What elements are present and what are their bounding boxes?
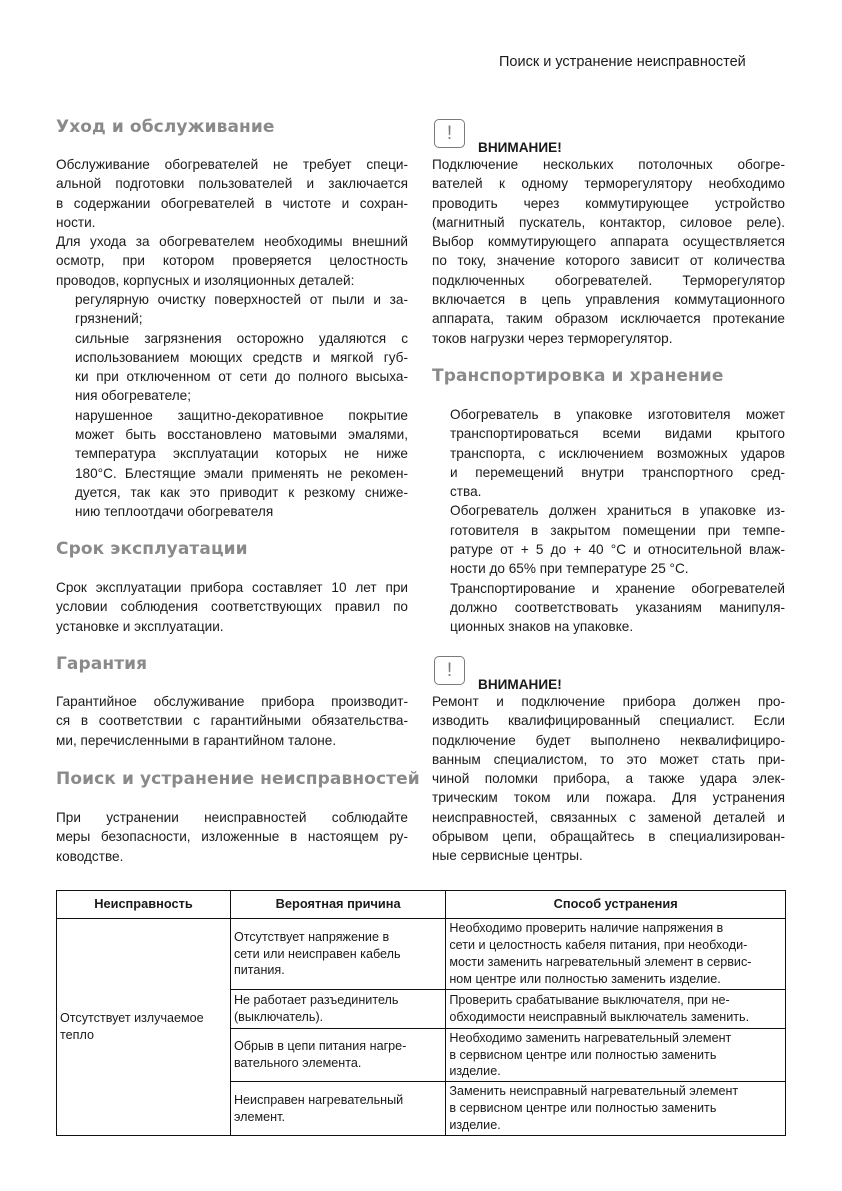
text-line: условии соблюдения соответствующих правил по xyxy=(56,599,408,615)
text-line: сильные загрязнения осторожно удаляются с xyxy=(75,330,408,346)
exclamation-box-icon: ! xyxy=(434,656,465,685)
text-line: проводов, корпусных и изоляционных деталей: xyxy=(56,272,355,288)
cell-text: Обрыв в цепи питания нагре- xyxy=(233,1039,407,1054)
transport-paragraph xyxy=(450,405,785,501)
text-line: установке и эксплуатации. xyxy=(56,618,224,634)
text-line: проводить через коммутирующее устройство xyxy=(432,195,785,211)
table-row xyxy=(57,919,786,990)
warning-2-paragraph xyxy=(432,692,785,866)
care-list xyxy=(75,290,408,522)
warranty-paragraph xyxy=(56,692,408,750)
cell-text: Отсутствует напряжение в xyxy=(233,929,390,944)
cell-text: сети и целостность кабеля питания, при необходи- xyxy=(449,938,748,953)
remedy-cell xyxy=(446,1082,786,1136)
cell-text: ном центре или полностью заменить изделие. xyxy=(449,971,721,986)
cell-text: сети или неисправен кабель xyxy=(233,946,401,961)
text-line: транспорта, с исключением возможных ударов xyxy=(450,445,785,461)
transport-paragraphs xyxy=(450,405,785,637)
text-line: подключение будет выполнено неквалифициро- xyxy=(432,732,785,748)
text-line: трическим током или пожара. Для устранения xyxy=(432,790,785,806)
cell-text: в сервисном центре или полностью заменить xyxy=(449,1047,717,1062)
remedy-cell xyxy=(446,919,786,990)
remedy-cell xyxy=(446,1029,786,1082)
care-intro-paragraph xyxy=(56,155,408,290)
cell-text: Проверить срабатывание выключателя, при не- xyxy=(449,993,730,1008)
cell-text: изделие. xyxy=(449,1117,501,1132)
section-title-warranty: Гарантия xyxy=(56,654,148,674)
text-line: Транспортирование и хранение обогревателей xyxy=(450,580,785,596)
text-line: меры безопасности, изложенные в настоящем ру- xyxy=(56,829,408,845)
list-item xyxy=(75,290,408,329)
text-line: неисправностей, связанных с заменой деталей и xyxy=(432,809,785,825)
cell-text: питания. xyxy=(233,963,285,978)
text-line: При устранении неисправностей соблюдайте xyxy=(56,810,408,825)
text-line: дуется, так как это приводит к резкому сниже- xyxy=(75,484,408,500)
text-line: Обогреватель в упаковке изготовителя может xyxy=(450,407,785,422)
warning-title: ВНИМАНИЕ! xyxy=(478,677,562,692)
column-header-fault: Неисправность xyxy=(57,891,231,919)
text-line: Обогреватель должен храниться в упаковке из- xyxy=(450,503,785,519)
cell-text: тепло xyxy=(60,1028,94,1042)
text-line: нию теплоотдачи обогревателя xyxy=(75,504,274,520)
section-title-troubleshooting: Поиск и устранение неисправностей xyxy=(56,769,420,789)
text-line: транспортироваться всеми видами крытого xyxy=(450,426,785,442)
text-line: по току, значение которого зависит от количества xyxy=(432,253,785,269)
text-line: включается в цепь управления коммутационного xyxy=(432,292,785,308)
text-line: ся в соответствии с гарантийными обязательства- xyxy=(56,713,408,729)
text-line: (магнитный пускатель, контактор, силовое реле). xyxy=(432,214,785,230)
cell-text: Неисправен нагревательный xyxy=(233,1092,404,1107)
text-line: ванным специалистом, то это может стать при- xyxy=(432,751,785,767)
text-line: и перемещений внутри транспортного сред- xyxy=(450,464,785,480)
cell-text: изделие. xyxy=(449,1064,501,1079)
service-life-paragraph xyxy=(56,578,408,636)
text-line: Ремонт и подключение прибора должен про- xyxy=(432,694,785,709)
section-title-care: Уход и обслуживание xyxy=(56,117,275,137)
cell-text: мости заменить нагревательный элемент в сервис- xyxy=(449,955,752,969)
text-line: Срок эксплуатации прибора составляет 10 лет при xyxy=(56,580,408,595)
cell-text: Необходимо заменить нагревательный элемент xyxy=(449,1030,732,1045)
handling-paragraph xyxy=(450,579,785,637)
text-line: ства. xyxy=(450,484,482,500)
text-line: ратуре от + 5 до + 40 °С и относительной влаж- xyxy=(450,542,785,558)
text-line: должно соответствовать указаниям манипуля- xyxy=(450,599,785,615)
exclamation-box-icon: ! xyxy=(434,119,465,148)
troubleshooting-table xyxy=(56,890,786,1136)
cell-text: Заменить неисправный нагревательный элемент xyxy=(449,1084,739,1099)
cause-cell xyxy=(230,1029,445,1082)
section-title-service-life: Срок эксплуатации xyxy=(56,539,248,559)
text-line: Гарантийное обслуживание прибора производит- xyxy=(56,694,408,709)
cause-cell xyxy=(230,990,445,1029)
cell-text: в сервисном центре или полностью заменить xyxy=(449,1101,717,1116)
text-line: ности. xyxy=(56,214,96,230)
text-line: ки при отключенном от сети до полного высыха- xyxy=(75,369,408,385)
cell-text: обходимости неисправный выключатель заменить. xyxy=(449,1010,750,1024)
cell-text: элемент. xyxy=(233,1109,285,1124)
text-line: Для ухода за обогревателем необходимы внешний xyxy=(56,234,408,250)
text-line: изводить квалифицированный специалист. Если xyxy=(432,713,785,729)
section-title-transport: Транспортировка и хранение xyxy=(432,366,724,386)
text-line: аппарата, таким образом исключается протекание xyxy=(432,311,785,327)
text-line: готовителя в закрытом помещении при темпе- xyxy=(450,522,785,538)
column-header-cause: Вероятная причина xyxy=(230,891,445,919)
table-header-row xyxy=(57,891,786,919)
text-line: ционных знаков на упаковке. xyxy=(450,619,634,635)
cause-cell xyxy=(230,1082,445,1136)
text-line: вателей к одному терморегулятору необходимо xyxy=(432,176,785,192)
text-line: ные сервисные центры. xyxy=(432,848,583,864)
text-line: ми, перечисленными в гарантийном талоне. xyxy=(56,732,337,748)
text-line: подключенных обогревателей. Терморегулятор xyxy=(432,272,785,288)
troubleshooting-paragraph xyxy=(56,808,408,866)
cause-cell xyxy=(230,919,445,990)
fault-cell xyxy=(57,919,231,1136)
text-line: альной подготовки пользователей и заключается xyxy=(56,176,408,192)
running-header: Поиск и устранение неисправностей xyxy=(499,54,746,70)
warning-title: ВНИМАНИЕ! xyxy=(478,140,562,155)
cell-text: Необходимо проверить наличие напряжения в xyxy=(449,921,724,936)
list-item xyxy=(75,406,408,522)
cell-text: вательного элемента. xyxy=(233,1056,362,1070)
text-line: 180°С. Блестящие эмали применять не рекомен- xyxy=(75,465,408,481)
text-line: может быть восстановлено матовыми эмалями, xyxy=(75,427,408,443)
text-line: регулярную очистку поверхностей от пыли и за- xyxy=(75,292,408,307)
text-line: использованием моющих средств и мягкой губ- xyxy=(75,349,408,365)
list-item xyxy=(75,329,408,406)
text-line: ности до 65% при температуре 25 °С. xyxy=(450,561,689,577)
storage-paragraph xyxy=(450,501,785,578)
text-line: ководстве. xyxy=(56,848,124,864)
cell-text: Отсутствует излучаемое xyxy=(60,1011,204,1026)
text-line: Подключение нескольких потолочных обогре- xyxy=(432,157,785,172)
cell-text: Не работает разъединитель xyxy=(233,993,399,1008)
warning-1-paragraph xyxy=(432,155,785,348)
text-line: грязнений; xyxy=(75,311,143,327)
text-line: обрывом цепи, обращайтесь в специализирован- xyxy=(432,829,785,845)
text-line: токов нагрузки через терморегулятор. xyxy=(432,330,673,346)
text-line: ния обогревателе; xyxy=(75,388,192,404)
text-line: нарушенное защитно-декоративное покрытие xyxy=(75,407,408,423)
text-line: температура эксплуатации которых не ниже xyxy=(75,446,408,462)
remedy-cell xyxy=(446,990,786,1029)
text-line: Обслуживание обогревателей не требует специ- xyxy=(56,157,408,172)
cell-text: (выключатель). xyxy=(233,1010,324,1024)
column-header-remedy: Способ устранения xyxy=(446,891,786,919)
text-line: Выбор коммутирующего аппарата осуществляется xyxy=(432,234,785,250)
text-line: в содержании обогревателей в чистоте и сохран- xyxy=(56,195,408,211)
text-line: чиной поломки прибора, а также удара элек- xyxy=(432,771,785,787)
text-line: осмотр, при котором проверяется целостность xyxy=(56,253,408,269)
